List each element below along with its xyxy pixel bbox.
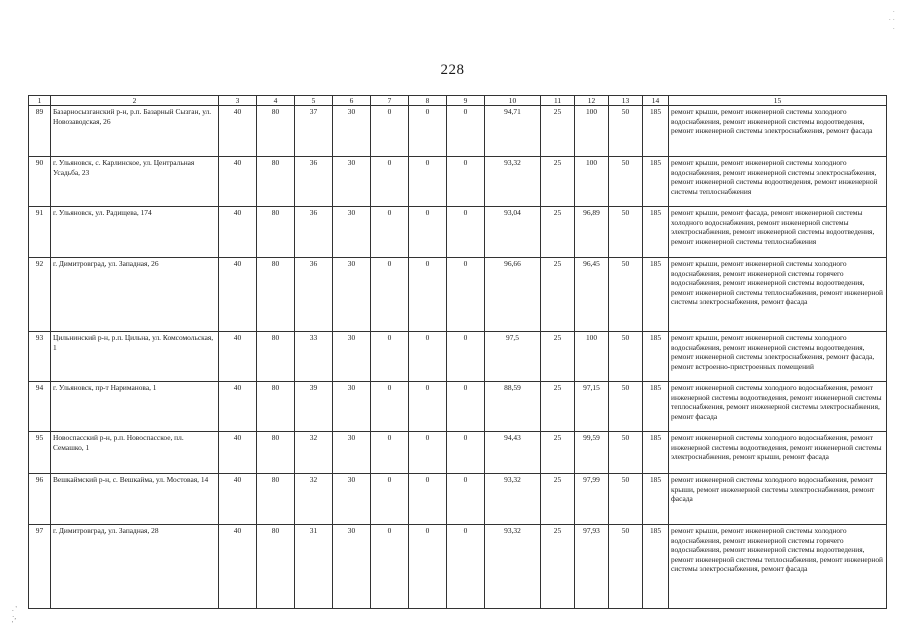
cell-col-3: 40 <box>219 258 257 332</box>
cell-col-6: 30 <box>333 525 371 609</box>
cell-col-12: 97,99 <box>575 474 609 525</box>
cell-col-8: 0 <box>409 157 447 207</box>
cell-col-8: 0 <box>409 106 447 157</box>
cell-address: Новоспасский р-н, р.п. Новоспасское, пл. Семашко, 1 <box>51 432 219 474</box>
column-header-14: 14 <box>643 96 669 106</box>
cell-col-4: 80 <box>257 525 295 609</box>
cell-col-3: 40 <box>219 157 257 207</box>
cell-col-4: 80 <box>257 474 295 525</box>
scan-artifact-marks: · · · · <box>888 8 895 33</box>
table-row <box>29 258 887 332</box>
cell-col-9: 0 <box>447 332 485 382</box>
cell-col-7: 0 <box>371 474 409 525</box>
cell-col-10: 93,32 <box>485 474 541 525</box>
cell-col-8: 0 <box>409 332 447 382</box>
cell-col-4: 80 <box>257 258 295 332</box>
cell-col-12: 96,89 <box>575 207 609 258</box>
cell-work-list: ремонт крыши, ремонт инженерной системы холодного водоснабжения, ремонт инженерной системы водоотведения, ремонт инженерной системы электроснабжения, ремонт фасада, ремонт встроенно-пристроенных помещений <box>669 332 887 382</box>
cell-col-13: 50 <box>609 382 643 432</box>
cell-col-10: 93,32 <box>485 525 541 609</box>
column-header-6: 6 <box>333 96 371 106</box>
cell-col-4: 80 <box>257 207 295 258</box>
cell-col-14: 185 <box>643 332 669 382</box>
cell-col-5: 32 <box>295 474 333 525</box>
page-number: 228 <box>440 62 465 78</box>
cell-col-11: 25 <box>541 207 575 258</box>
cell-col-9: 0 <box>447 207 485 258</box>
cell-col-14: 185 <box>643 525 669 609</box>
cell-col-13: 50 <box>609 258 643 332</box>
cell-col-6: 30 <box>333 332 371 382</box>
cell-col-14: 185 <box>643 432 669 474</box>
cell-address: г. Димитровград, ул. Западная, 28 <box>51 525 219 609</box>
column-header-4: 4 <box>257 96 295 106</box>
cell-address: Цильнинский р-н, р.п. Цильна, ул. Комсомольская, 1 <box>51 332 219 382</box>
cell-col-4: 80 <box>257 332 295 382</box>
cell-col-7: 0 <box>371 332 409 382</box>
cell-col-9: 0 <box>447 157 485 207</box>
cell-col-6: 30 <box>333 207 371 258</box>
cell-col-3: 40 <box>219 432 257 474</box>
cell-col-11: 25 <box>541 106 575 157</box>
table-row <box>29 332 887 382</box>
cell-col-7: 0 <box>371 382 409 432</box>
cell-row-number: 90 <box>29 157 51 207</box>
cell-col-4: 80 <box>257 432 295 474</box>
cell-col-11: 25 <box>541 258 575 332</box>
cell-col-6: 30 <box>333 106 371 157</box>
column-header-11: 11 <box>541 96 575 106</box>
cell-col-13: 50 <box>609 332 643 382</box>
table-row <box>29 525 887 609</box>
cell-col-7: 0 <box>371 432 409 474</box>
cell-col-11: 25 <box>541 525 575 609</box>
header-row <box>29 96 887 106</box>
cell-col-12: 100 <box>575 332 609 382</box>
table-body <box>29 106 887 609</box>
column-header-9: 9 <box>447 96 485 106</box>
cell-col-7: 0 <box>371 157 409 207</box>
cell-col-3: 40 <box>219 382 257 432</box>
cell-col-8: 0 <box>409 382 447 432</box>
cell-col-7: 0 <box>371 106 409 157</box>
cell-row-number: 95 <box>29 432 51 474</box>
cell-col-14: 185 <box>643 207 669 258</box>
cell-col-6: 30 <box>333 382 371 432</box>
cell-col-13: 50 <box>609 525 643 609</box>
cell-col-6: 30 <box>333 258 371 332</box>
cell-col-5: 33 <box>295 332 333 382</box>
repair-registry-table <box>28 95 887 609</box>
cell-col-6: 30 <box>333 474 371 525</box>
cell-work-list: ремонт инженерной системы холодного водоснабжения, ремонт крыши, ремонт инженерной системы электроснабжения, ремонт фасада <box>669 474 887 525</box>
cell-col-3: 40 <box>219 106 257 157</box>
cell-col-9: 0 <box>447 525 485 609</box>
cell-col-10: 97,5 <box>485 332 541 382</box>
cell-address: г. Ульяновск, ул. Радищева, 174 <box>51 207 219 258</box>
cell-col-4: 80 <box>257 157 295 207</box>
cell-col-14: 185 <box>643 258 669 332</box>
cell-row-number: 97 <box>29 525 51 609</box>
cell-col-8: 0 <box>409 207 447 258</box>
cell-col-9: 0 <box>447 106 485 157</box>
cell-col-10: 93,32 <box>485 157 541 207</box>
cell-work-list: ремонт крыши, ремонт инженерной системы холодного водоснабжения, ремонт инженерной системы водоотведения, ремонт инженерной системы электроснабжения, ремонт фасада <box>669 106 887 157</box>
scan-margin-marks: . ' ·, ' <box>12 605 17 629</box>
cell-col-6: 30 <box>333 432 371 474</box>
cell-col-8: 0 <box>409 258 447 332</box>
cell-col-7: 0 <box>371 207 409 258</box>
table-row <box>29 106 887 157</box>
cell-row-number: 93 <box>29 332 51 382</box>
cell-col-10: 96,66 <box>485 258 541 332</box>
cell-col-3: 40 <box>219 474 257 525</box>
cell-col-3: 40 <box>219 525 257 609</box>
column-header-12: 12 <box>575 96 609 106</box>
cell-col-11: 25 <box>541 382 575 432</box>
cell-col-11: 25 <box>541 332 575 382</box>
cell-work-list: ремонт крыши, ремонт фасада, ремонт инженерной системы холодного водоснабжения, ремонт инженерной системы электроснабжения, ремонт инженерной системы водоотведения, ремонт инженерной системы теплоснабжения <box>669 207 887 258</box>
cell-col-6: 30 <box>333 157 371 207</box>
cell-col-4: 80 <box>257 382 295 432</box>
cell-row-number: 91 <box>29 207 51 258</box>
cell-row-number: 89 <box>29 106 51 157</box>
cell-work-list: ремонт инженерной системы холодного водоснабжения, ремонт инженерной системы водоотведения, ремонт инженерной системы теплоснабжения, ремонт инженерной системы электроснабжения, ремонт фасада <box>669 382 887 432</box>
cell-address: г. Ульяновск, пр-т Нариманова, 1 <box>51 382 219 432</box>
column-header-1: 1 <box>29 96 51 106</box>
cell-col-5: 36 <box>295 207 333 258</box>
column-header-10: 10 <box>485 96 541 106</box>
cell-col-7: 0 <box>371 258 409 332</box>
cell-col-11: 25 <box>541 157 575 207</box>
cell-col-11: 25 <box>541 474 575 525</box>
cell-address: Вешкаймский р-н, с. Вешкайма, ул. Мостовая, 14 <box>51 474 219 525</box>
cell-col-3: 40 <box>219 332 257 382</box>
table-row <box>29 382 887 432</box>
cell-col-12: 100 <box>575 157 609 207</box>
cell-col-8: 0 <box>409 525 447 609</box>
cell-col-5: 37 <box>295 106 333 157</box>
cell-col-3: 40 <box>219 207 257 258</box>
cell-col-13: 50 <box>609 432 643 474</box>
cell-col-13: 50 <box>609 157 643 207</box>
cell-col-8: 0 <box>409 474 447 525</box>
cell-work-list: ремонт крыши, ремонт инженерной системы холодного водоснабжения, ремонт инженерной системы горячего водоснабжения, ремонт инженерной системы водоотведения, ремонт инженерной системы теплоснабжения, ремонт инженерной системы электроснабжения, ремонт фасада <box>669 258 887 332</box>
cell-col-4: 80 <box>257 106 295 157</box>
cell-col-11: 25 <box>541 432 575 474</box>
cell-col-13: 50 <box>609 474 643 525</box>
cell-col-5: 32 <box>295 432 333 474</box>
cell-row-number: 96 <box>29 474 51 525</box>
cell-col-12: 99,59 <box>575 432 609 474</box>
column-header-13: 13 <box>609 96 643 106</box>
cell-col-5: 39 <box>295 382 333 432</box>
cell-row-number: 92 <box>29 258 51 332</box>
column-header-5: 5 <box>295 96 333 106</box>
column-header-3: 3 <box>219 96 257 106</box>
cell-col-9: 0 <box>447 474 485 525</box>
cell-col-9: 0 <box>447 382 485 432</box>
table-row <box>29 157 887 207</box>
cell-col-5: 31 <box>295 525 333 609</box>
cell-col-12: 97,15 <box>575 382 609 432</box>
cell-col-12: 97,93 <box>575 525 609 609</box>
cell-work-list: ремонт крыши, ремонт инженерной системы холодного водоснабжения, ремонт инженерной системы горячего водоснабжения, ремонт инженерной системы водоотведения, ремонт инженерной системы теплоснабжения, ремонт инженерной системы электроснабжения, ремонт фасада <box>669 525 887 609</box>
cell-col-9: 0 <box>447 258 485 332</box>
column-header-2: 2 <box>51 96 219 106</box>
cell-col-10: 94,43 <box>485 432 541 474</box>
cell-col-14: 185 <box>643 474 669 525</box>
cell-col-8: 0 <box>409 432 447 474</box>
cell-col-10: 94,71 <box>485 106 541 157</box>
cell-work-list: ремонт инженерной системы холодного водоснабжения, ремонт инженерной системы водоотведения, ремонт инженерной системы электроснабжения, ремонт крыши, ремонт фасада <box>669 432 887 474</box>
cell-col-14: 185 <box>643 382 669 432</box>
cell-col-10: 88,59 <box>485 382 541 432</box>
cell-col-7: 0 <box>371 525 409 609</box>
cell-col-14: 185 <box>643 157 669 207</box>
table-row <box>29 432 887 474</box>
cell-col-10: 93,04 <box>485 207 541 258</box>
table-row <box>29 474 887 525</box>
cell-col-14: 185 <box>643 106 669 157</box>
cell-col-13: 50 <box>609 106 643 157</box>
table-row <box>29 207 887 258</box>
cell-work-list: ремонт крыши, ремонт инженерной системы холодного водоснабжения, ремонт инженерной системы электроснабжения, ремонт инженерной системы водоотведения, ремонт инженерной системы теплоснабжения <box>669 157 887 207</box>
cell-address: Базарносызганский р-н, р.п. Базарный Сызган, ул. Новозаводская, 26 <box>51 106 219 157</box>
cell-col-5: 36 <box>295 258 333 332</box>
column-header-8: 8 <box>409 96 447 106</box>
cell-address: г. Ульяновск, с. Карлинское, ул. Центральная Усадьба, 23 <box>51 157 219 207</box>
cell-row-number: 94 <box>29 382 51 432</box>
column-header-15: 15 <box>669 96 887 106</box>
column-header-7: 7 <box>371 96 409 106</box>
cell-col-12: 96,45 <box>575 258 609 332</box>
cell-col-12: 100 <box>575 106 609 157</box>
cell-address: г. Димитровград, ул. Западная, 26 <box>51 258 219 332</box>
cell-col-5: 36 <box>295 157 333 207</box>
cell-col-9: 0 <box>447 432 485 474</box>
cell-col-13: 50 <box>609 207 643 258</box>
